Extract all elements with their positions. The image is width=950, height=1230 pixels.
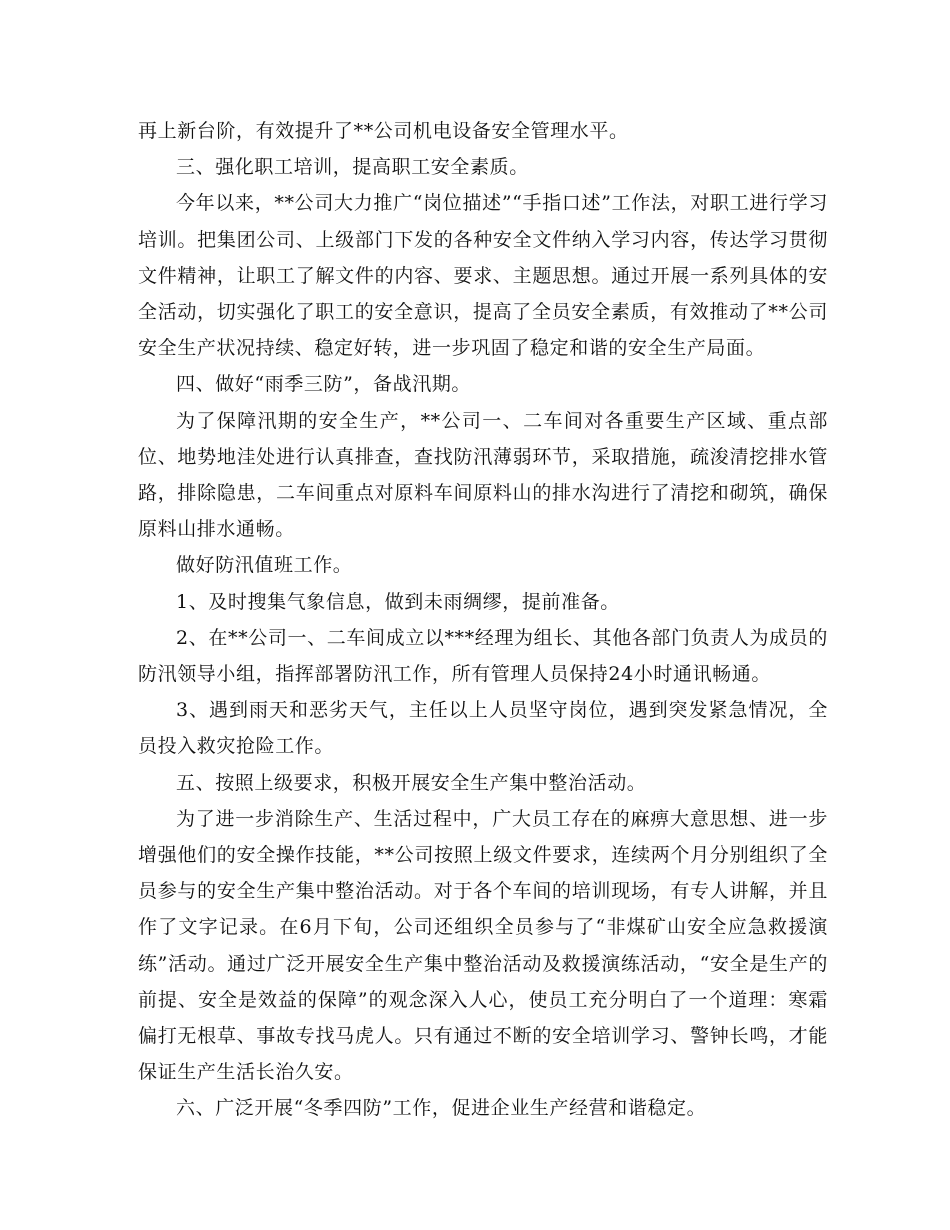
section-heading-6: 六、广泛开展“冬季四防”工作，促进企业生产经营和谐稳定。 [176, 1097, 707, 1120]
paragraph-rectification: 为了进一步消除生产、生活过程中，广大员工存在的麻痹大意思想、进一步增强他们的安全操作技能，**公司按照上级文件要求，连续两个月分别组织了全员参与的安全生产集中整治活动。对于各个车间的培训现场，有专人讲解，并且作了文字记录。在6月下旬，公司还组织全员参与了“非煤矿山安全应急救援演练”活动。通过广泛开展安全生产集中整治活动及救援演练活动，“安全是生产的前提、安全是效益的保障”的观念深入人心，使员工充分明白了一个道理：寒霜偏打无根草、事故专找马虎人。只有通过不断的安全培训学习、警钟长鸣，才能保证生产生活长治久安。 [138, 807, 828, 1084]
list-item-3: 3、遇到雨天和恶劣天气，主任以上人员坚守岗位，遇到突发紧急情况，全员投入救灾抢险工作。 [138, 699, 828, 758]
list-item-1: 1、及时搜集气象信息，做到未雨绸缪，提前准备。 [176, 590, 620, 613]
section-heading-4: 四、做好“雨季三防”，备战汛期。 [176, 373, 472, 396]
list-item-2: 2、在**公司一、二车间成立以***经理为组长、其他各部门负责人为成员的防汛领导小组，指挥部署防汛工作，所有管理人员保持24小时通讯畅通。 [138, 626, 828, 686]
document-body [138, 113, 828, 1127]
subheading-flood-duty: 做好防汛值班工作。 [176, 554, 353, 577]
section-heading-5: 五、按照上级要求，积极开展安全生产集中整治活动。 [176, 771, 647, 794]
paragraph-training: 今年以来，**公司大力推广“岗位描述”“手指口述”工作法，对职工进行学习培训。把集团公司、上级部门下发的各种安全文件纳入学习内容，传达学习贯彻文件精神，让职工了解文件的内容、要求、主题思想。通过开展一系列具体的安全活动，切实强化了职工的安全意识，提高了全员安全素质，有效推动了**公司安全生产状况持续、稳定好转，进一步巩固了稳定和谐的安全生产局面。 [138, 192, 828, 360]
paragraph-continuation: 再上新台阶，有效提升了**公司机电设备安全管理水平。 [138, 120, 629, 142]
paragraph-flood-prevention: 为了保障汛期的安全生产，**公司一、二车间对各重要生产区域、重点部位、地势地洼处进行认真排查，查找防汛薄弱环节，采取措施，疏浚清挖排水管路，排除隐患，二车间重点对原料车间原料山的排水沟进行了清挖和砌筑，确保原料山排水通畅。 [138, 409, 828, 541]
section-heading-3: 三、强化职工培训，提高职工安全素质。 [176, 156, 529, 179]
